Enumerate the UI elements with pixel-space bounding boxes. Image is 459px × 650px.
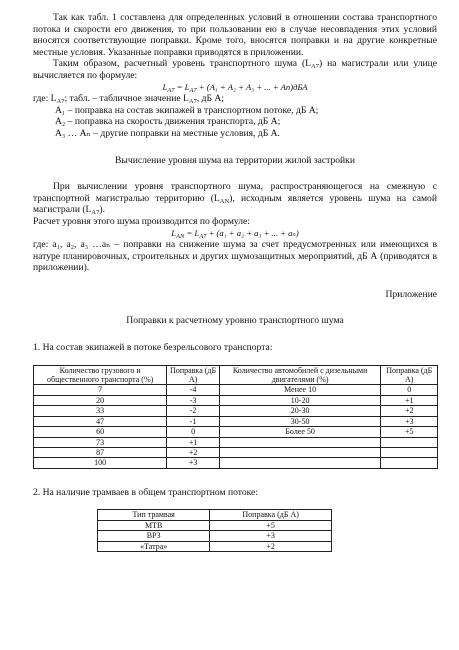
formula-part: L [171, 227, 177, 238]
table-cell [219, 437, 381, 447]
table-cell: +2 [381, 406, 438, 416]
formula-part: + (a₁ + a₂ + a₃ + ... + aₙ) [206, 227, 299, 238]
table-cell: 7 [34, 385, 167, 395]
text-fragment: ; табл. – табличное значение L [64, 93, 189, 105]
table-cell: МТВ [98, 520, 210, 530]
table-cell: +5 [210, 520, 332, 530]
table-cell: 0 [167, 427, 220, 437]
table-cell: ВРЗ [98, 531, 210, 541]
definition-a3: А₃ … Аₙ – другие поправки на местные условия, дБ А. [55, 127, 280, 139]
table-cell: 100 [34, 458, 167, 468]
section-2-title: 2. На наличие трамваев в общем транспортном потоке: [33, 486, 258, 498]
table-row [98, 520, 332, 530]
table-cell [219, 458, 381, 468]
table-cell: 0 [381, 385, 438, 395]
column-header: Поправка (дБ А) [210, 510, 332, 520]
text-fragment: ). [99, 204, 105, 216]
table-cell: 33 [34, 406, 167, 416]
table-cell: 73 [34, 437, 167, 447]
table-cell: Более 50 [219, 427, 381, 437]
formula-lan [33, 228, 437, 240]
column-header: Количество грузового и общественного транспорта (%) [34, 365, 167, 385]
table-cell [381, 437, 438, 447]
table-header-row [98, 510, 332, 520]
paragraph-adjacent-territory [33, 181, 437, 216]
table-row [34, 406, 438, 416]
table-row [98, 531, 332, 541]
formula-part: + (A₁ + A₂ + A₃ + ... + An)дБА [196, 81, 308, 92]
table-cell [219, 447, 381, 457]
text-fragment: Таким образом, расчетный уровень транспортного шума (L [53, 58, 312, 70]
table-cell: 47 [34, 416, 167, 426]
table-cell: +3 [210, 531, 332, 541]
table-cell: +5 [381, 427, 438, 437]
table-cell: -1 [167, 416, 220, 426]
section-heading-residential: Вычисление уровня шума на территории жилой застройки [115, 154, 355, 166]
formula-part: = L [174, 81, 190, 92]
table-cell: -2 [167, 406, 220, 416]
table-cell: +3 [381, 416, 438, 426]
table-row [34, 385, 438, 395]
paragraph-intro: Так как табл. 1 составлена для определенных условий в отношении состава транспортного потока и скорости его движения, то при пользовании ею в случае несовпадения этих условий вносятся соответствующие поправки. Кроме того, вносятся поправки и на другие конкретные местные условия. Указанные поправки приводятся в приложении. [33, 12, 437, 58]
appendix-heading: Поправки к расчетному уровню транспортного шума [126, 315, 344, 327]
table-cell: «Татра» [98, 541, 210, 551]
appendix-label: Приложение [385, 288, 437, 300]
definition-a2: А₂ – поправка на скорость движения транспорта, дБ А; [55, 116, 281, 128]
table-cell: +2 [167, 447, 220, 457]
table-row [34, 427, 438, 437]
table-cell: 20-30 [219, 406, 381, 416]
text-fragment: ), исходным является уровень шума на самой магистрали (L [33, 192, 437, 216]
text-fragment: ) на магистрали или улице вычисляется по формуле: [33, 58, 438, 81]
where-line-1 [33, 93, 437, 105]
table-cell: +1 [167, 437, 220, 447]
table-vehicle-composition [33, 365, 438, 469]
subscript: A7 [189, 86, 197, 94]
table-cell: +3 [167, 458, 220, 468]
table-cell [381, 458, 438, 468]
table-cell: +1 [381, 395, 438, 405]
table-row [34, 447, 438, 457]
table-cell: -3 [167, 395, 220, 405]
table-row [34, 395, 438, 405]
table-row [34, 458, 438, 468]
table-cell: +2 [210, 541, 332, 551]
table-cell: -4 [167, 385, 220, 395]
subscript: A7 [199, 232, 207, 240]
subscript: AN [176, 232, 185, 240]
table-cell: Менее 10 [219, 385, 381, 395]
table-row [98, 541, 332, 551]
table-cell: 60 [34, 427, 167, 437]
text-fragment: , дБ А; [196, 93, 225, 105]
definition-a1: А₁ – поправка на состав экипажей в транспортном потоке, дБ А; [55, 104, 319, 116]
formula-la7 [33, 82, 437, 94]
column-header: Поправка (дБ А) [167, 365, 220, 385]
subscript: AN [219, 197, 230, 205]
table-cell: 10-20 [219, 395, 381, 405]
column-header: Тип трамвая [98, 510, 210, 520]
table-cell: 87 [34, 447, 167, 457]
table-header-row [34, 365, 438, 385]
table-tram-types [97, 509, 332, 552]
paragraph-corrections: где: а₁, а₂, а₃ …аₙ – поправки на снижение шума за счет предусмотренных или имеющихся в натуре планировочных, строительных и других шумозащитных мероприятий, дБ А (приводятся в приложении). [33, 239, 437, 274]
table-cell: 30-50 [219, 416, 381, 426]
column-header: Поправка (дБ А) [381, 365, 438, 385]
table-cell [381, 447, 438, 457]
table-row [34, 437, 438, 447]
document-page [33, 12, 437, 552]
section-1-title: 1. На состав экипажей в потоке безрельсового транспорта: [33, 342, 273, 354]
subscript: A7 [91, 209, 100, 217]
table-row [34, 416, 438, 426]
text-fragment: При вычислении уровня транспортного шума, распространяющегося на смежную с транспортной магистралью территорию (L [33, 181, 437, 204]
subscript: A7 [311, 63, 319, 71]
text-fragment: где: L [33, 93, 57, 105]
paragraph-formula-intro: Расчет уровня этого шума производится по формуле: [33, 215, 250, 227]
paragraph-calculated-level [33, 58, 437, 81]
subscript: A7 [188, 98, 197, 106]
formula-part: = L [184, 227, 200, 238]
subscript: A7 [56, 98, 65, 106]
subscript: A7 [167, 86, 175, 94]
formula-part: L [162, 81, 168, 92]
table-cell: 20 [34, 395, 167, 405]
column-header: Количество автомобилей с дизельными двигателями (%) [219, 365, 381, 385]
